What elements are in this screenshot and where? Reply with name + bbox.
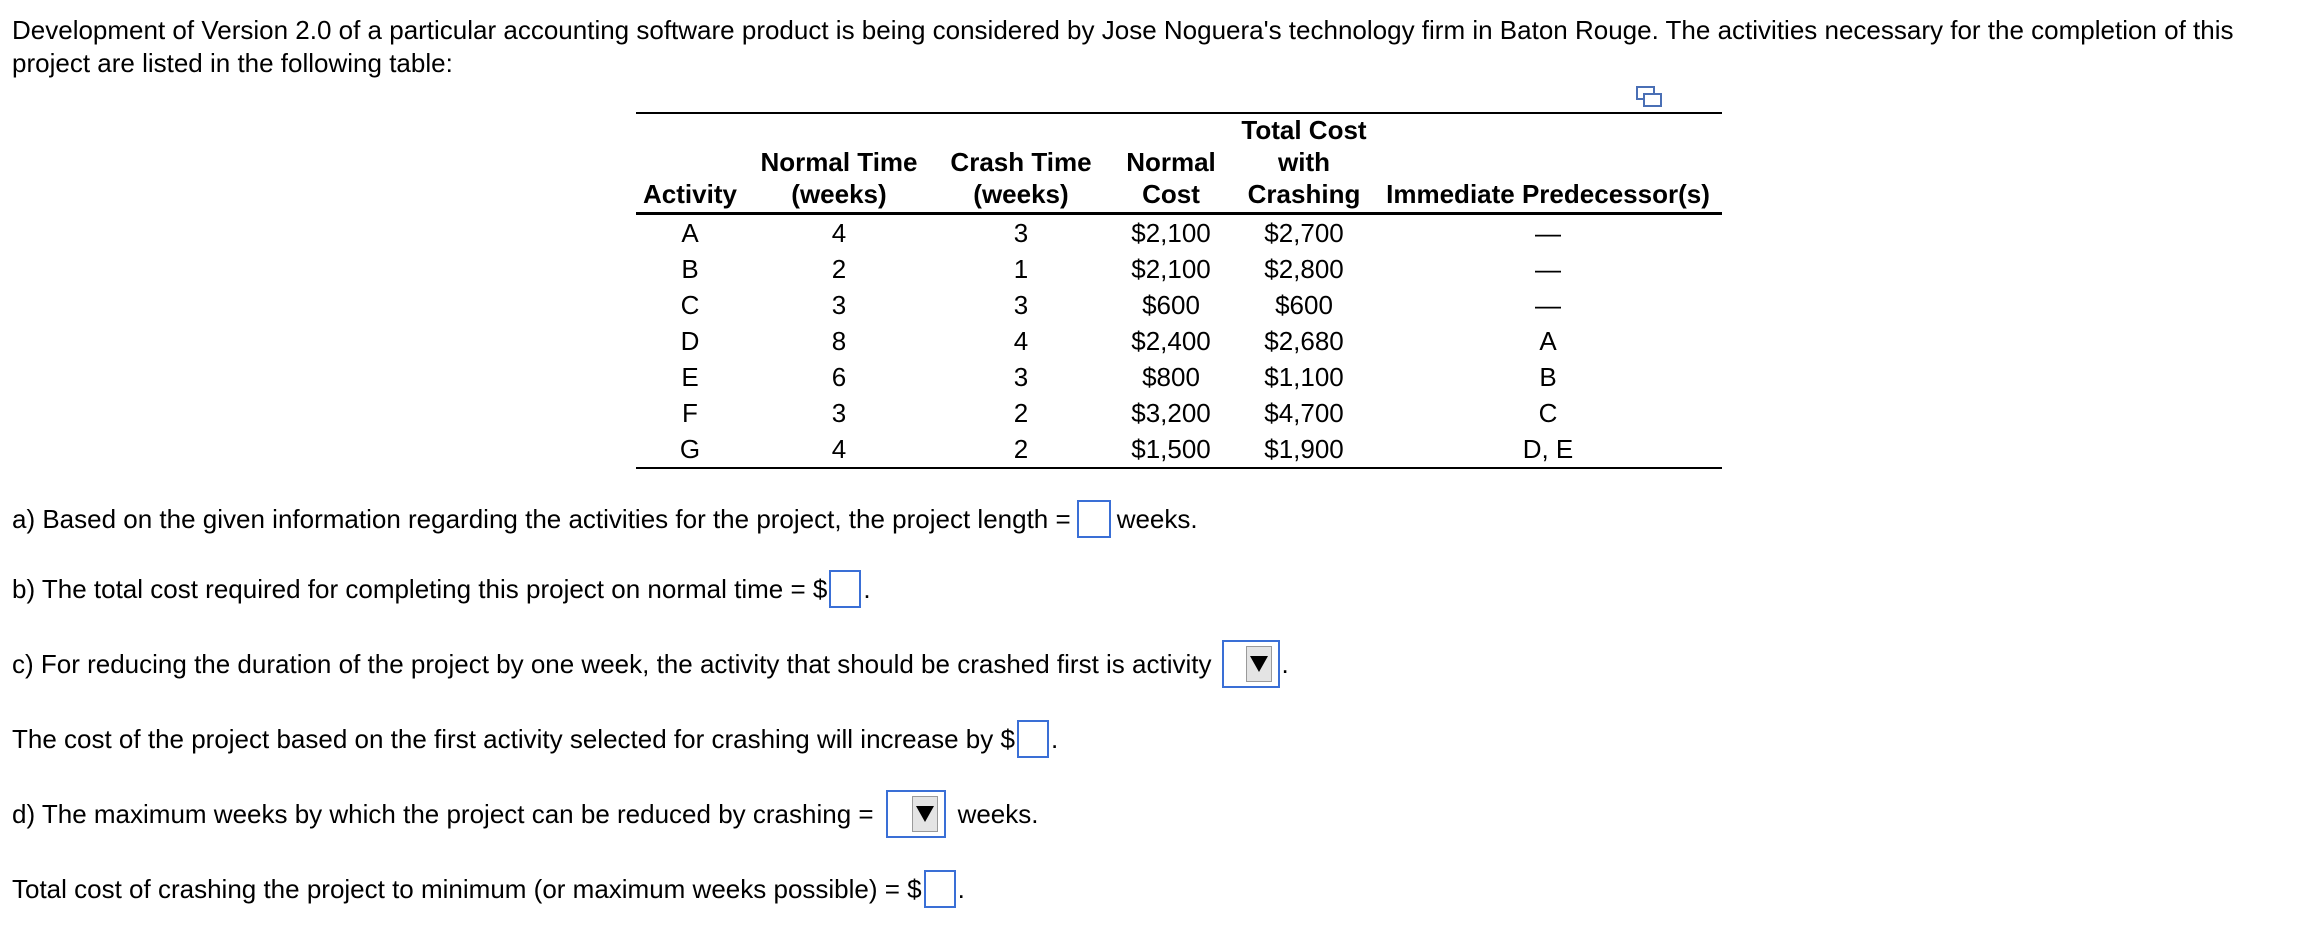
question-d-suffix: weeks. [957, 798, 1039, 829]
cell-crash-cost: $600 [1275, 290, 1333, 320]
dropdown-button[interactable] [1246, 646, 1272, 682]
table-header-row [636, 113, 1722, 214]
cell-predecessors: — [1535, 254, 1561, 284]
question-d2-text: Total cost of crashing the project to minimum (or maximum weeks possible) = $ [12, 873, 922, 904]
max-weeks-reduction-dropdown[interactable] [886, 790, 946, 838]
cell-normal-cost: $2,400 [1131, 326, 1211, 356]
question-b-suffix: . [863, 573, 871, 604]
cell-crash-cost: $1,900 [1264, 434, 1344, 464]
table-row [636, 359, 1722, 395]
cell-predecessors: — [1535, 290, 1561, 320]
cell-activity: F [682, 398, 698, 428]
cell-crash-time: 3 [1013, 218, 1029, 248]
activities-table [636, 112, 1722, 469]
cell-normal-cost: $600 [1142, 290, 1200, 320]
project-length-input[interactable] [1077, 500, 1111, 538]
cell-predecessors: C [1538, 398, 1558, 428]
total-crash-cost-input[interactable] [924, 870, 956, 908]
cell-normal-cost: $1,500 [1131, 434, 1211, 464]
table-row [636, 395, 1722, 431]
cell-crash-cost: $2,700 [1264, 218, 1344, 248]
question-c2 [12, 720, 1058, 758]
question-b-text: b) The total cost required for completing this project on normal time = $ [12, 573, 828, 604]
question-a-suffix: weeks. [1116, 503, 1198, 534]
header-immediate-predecessors: Immediate Predecessor(s) [1374, 113, 1722, 214]
first-crash-activity-dropdown[interactable] [1222, 640, 1280, 688]
cell-normal-time: 6 [831, 362, 847, 392]
cell-normal-time: 8 [831, 326, 847, 356]
cell-normal-time: 4 [831, 434, 847, 464]
question-d [12, 790, 1038, 838]
crash-cost-increase-input[interactable] [1017, 720, 1049, 758]
question-c [12, 640, 1289, 688]
cell-crash-cost: $4,700 [1264, 398, 1344, 428]
cell-normal-time: 3 [831, 290, 847, 320]
dropdown-button[interactable] [912, 796, 938, 832]
dropdown-arrow-icon [1250, 656, 1268, 672]
question-c2-text: The cost of the project based on the first activity selected for crashing will increase by $ [12, 723, 1015, 754]
cell-crash-time: 1 [1013, 254, 1029, 284]
table-row [636, 251, 1722, 287]
cell-predecessors: D, E [1522, 434, 1574, 464]
question-d2-suffix: . [957, 873, 965, 904]
question-c-suffix: . [1281, 648, 1289, 679]
cell-activity: E [681, 362, 699, 392]
question-a-text: a) Based on the given information regarding the activities for the project, the project length = [12, 503, 1071, 534]
table-row [636, 431, 1722, 468]
cell-crash-time: 4 [1013, 326, 1029, 356]
normal-cost-input[interactable] [829, 570, 861, 608]
cell-normal-cost: $800 [1142, 362, 1200, 392]
cell-normal-cost: $3,200 [1131, 398, 1211, 428]
question-c-text: c) For reducing the duration of the project by one week, the activity that should be crashed first is activity [12, 648, 1212, 679]
cell-activity: A [681, 218, 699, 248]
header-total-cost-crashing: Total Cost with Crashing [1234, 113, 1374, 214]
cell-normal-time: 3 [831, 398, 847, 428]
question-c2-suffix: . [1050, 723, 1059, 754]
cell-normal-cost: $2,100 [1131, 254, 1211, 284]
cell-normal-time: 4 [831, 218, 847, 248]
question-b [12, 570, 871, 608]
cell-activity: D [680, 326, 700, 356]
cell-activity: B [681, 254, 699, 284]
header-normal-time: Normal Time (weeks) [744, 113, 934, 214]
cell-predecessors: — [1535, 218, 1561, 248]
cell-crash-cost: $2,800 [1264, 254, 1344, 284]
question-d2 [12, 870, 965, 908]
cell-normal-cost: $2,100 [1131, 218, 1211, 248]
header-crash-time: Crash Time (weeks) [934, 113, 1108, 214]
copy-table-icon[interactable] [1636, 86, 1662, 108]
problem-intro: Development of Version 2.0 of a particular accounting software product is being considered by Jose Noguera's technology firm in Baton Rouge. The activities necessary for the completion of this project are listed in the following table: [12, 15, 2234, 78]
cell-crash-cost: $1,100 [1264, 362, 1344, 392]
cell-activity: C [680, 290, 700, 320]
cell-predecessors: B [1539, 362, 1557, 392]
dropdown-arrow-icon [916, 806, 934, 822]
cell-crash-time: 2 [1013, 398, 1029, 428]
table-row [636, 287, 1722, 323]
cell-crash-cost: $2,680 [1264, 326, 1344, 356]
cell-crash-time: 2 [1013, 434, 1029, 464]
table-row [636, 214, 1722, 252]
cell-crash-time: 3 [1013, 362, 1029, 392]
header-activity: Activity [636, 113, 744, 214]
table-row [636, 323, 1722, 359]
cell-normal-time: 2 [831, 254, 847, 284]
cell-activity: G [679, 434, 701, 464]
question-a [12, 500, 1198, 538]
header-normal-cost: Normal Cost [1108, 113, 1234, 214]
question-d-text: d) The maximum weeks by which the project can be reduced by crashing = [12, 798, 874, 829]
cell-predecessors: A [1539, 326, 1557, 356]
cell-crash-time: 3 [1013, 290, 1029, 320]
